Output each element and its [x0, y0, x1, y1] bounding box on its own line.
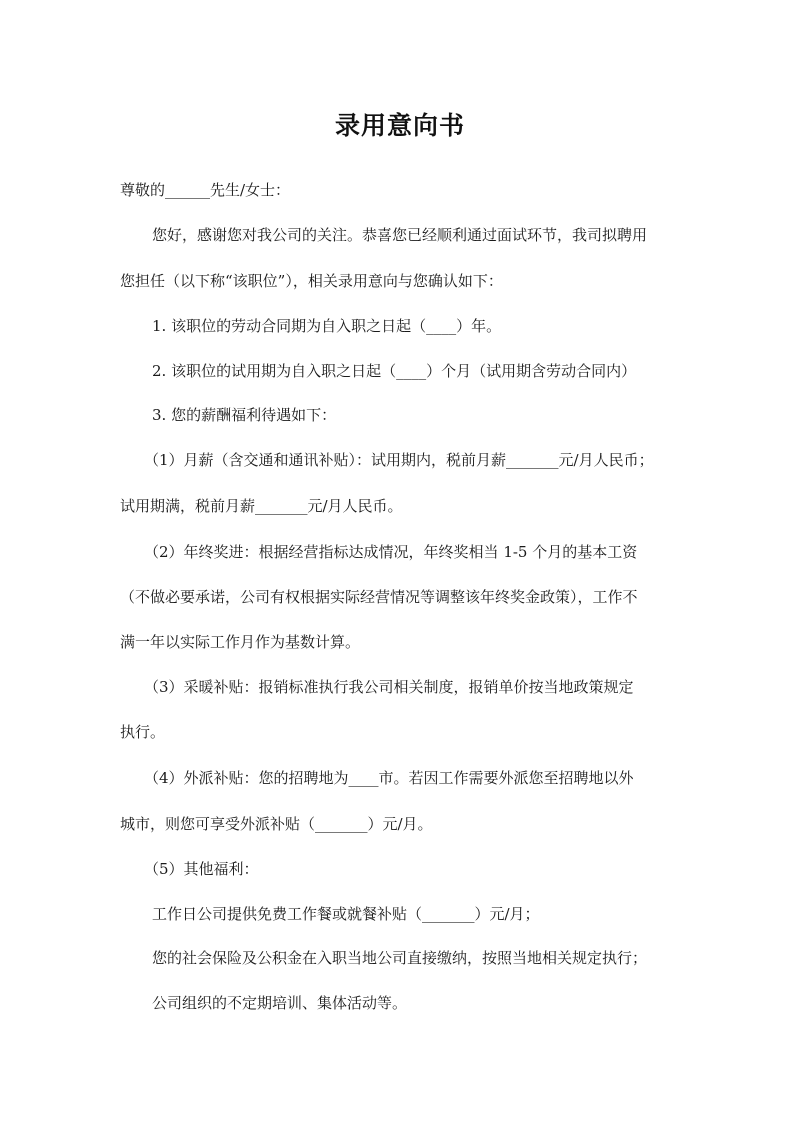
item-3: 3. 您的薪酬福利待遇如下： — [152, 406, 337, 424]
salary-line-1: （1）月薪（含交通和通讯补贴）：试用期内，税前月薪_______元/月人民币； — [144, 451, 654, 469]
salary-line-2: 试用期满，税前月薪_______元/月人民币。 — [120, 497, 403, 515]
salutation-line: 尊敬的______先生/女士： — [120, 181, 291, 199]
bonus-line-2: （不做必要承诺，公司有权根据实际经营情况等调整该年终奖金政策），工作不 — [120, 588, 638, 606]
item-2: 2. 该职位的试用期为自入职之日起（____）个月（试用期含劳动合同内） — [152, 362, 637, 380]
heating-line-2: 执行。 — [120, 723, 166, 741]
other-benefit-training: 公司组织的不定期培训、集体活动等。 — [152, 994, 408, 1012]
bonus-line-1: （2）年终奖进：根据经营指标达成情况，年终奖相当 1-5 个月的基本工资 — [144, 543, 638, 561]
item-1: 1. 该职位的劳动合同期为自入职之日起（____）年。 — [152, 317, 502, 335]
other-benefit-insurance: 您的社会保险及公积金在入职当地公司直接缴纳，按照当地相关规定执行； — [152, 949, 648, 967]
assign-line-1: （4）外派补贴：您的招聘地为____市。若因工作需要外派您至招聘地以外 — [144, 769, 634, 787]
document-title: 录用意向书 — [334, 111, 465, 140]
intro-line-2: 您担任（以下称“该职位”），相关录用意向与您确认如下： — [120, 272, 503, 290]
bonus-line-3: 满一年以实际工作月作为基数计算。 — [120, 633, 361, 651]
other-benefits-heading: （5）其他福利： — [144, 860, 259, 878]
intro-line-1: 您好，感谢您对我公司的关注。恭喜您已经顺利通过面试环节，我司拟聘用 — [152, 226, 648, 244]
other-benefit-meals: 工作日公司提供免费工作餐或就餐补贴（_______）元/月； — [152, 905, 540, 923]
heating-line-1: （3）采暖补贴：报销标准执行我公司相关制度，报销单价按当地政策规定 — [144, 678, 634, 696]
assign-line-2: 城市，则您可享受外派补贴（_______）元/月。 — [120, 815, 433, 833]
